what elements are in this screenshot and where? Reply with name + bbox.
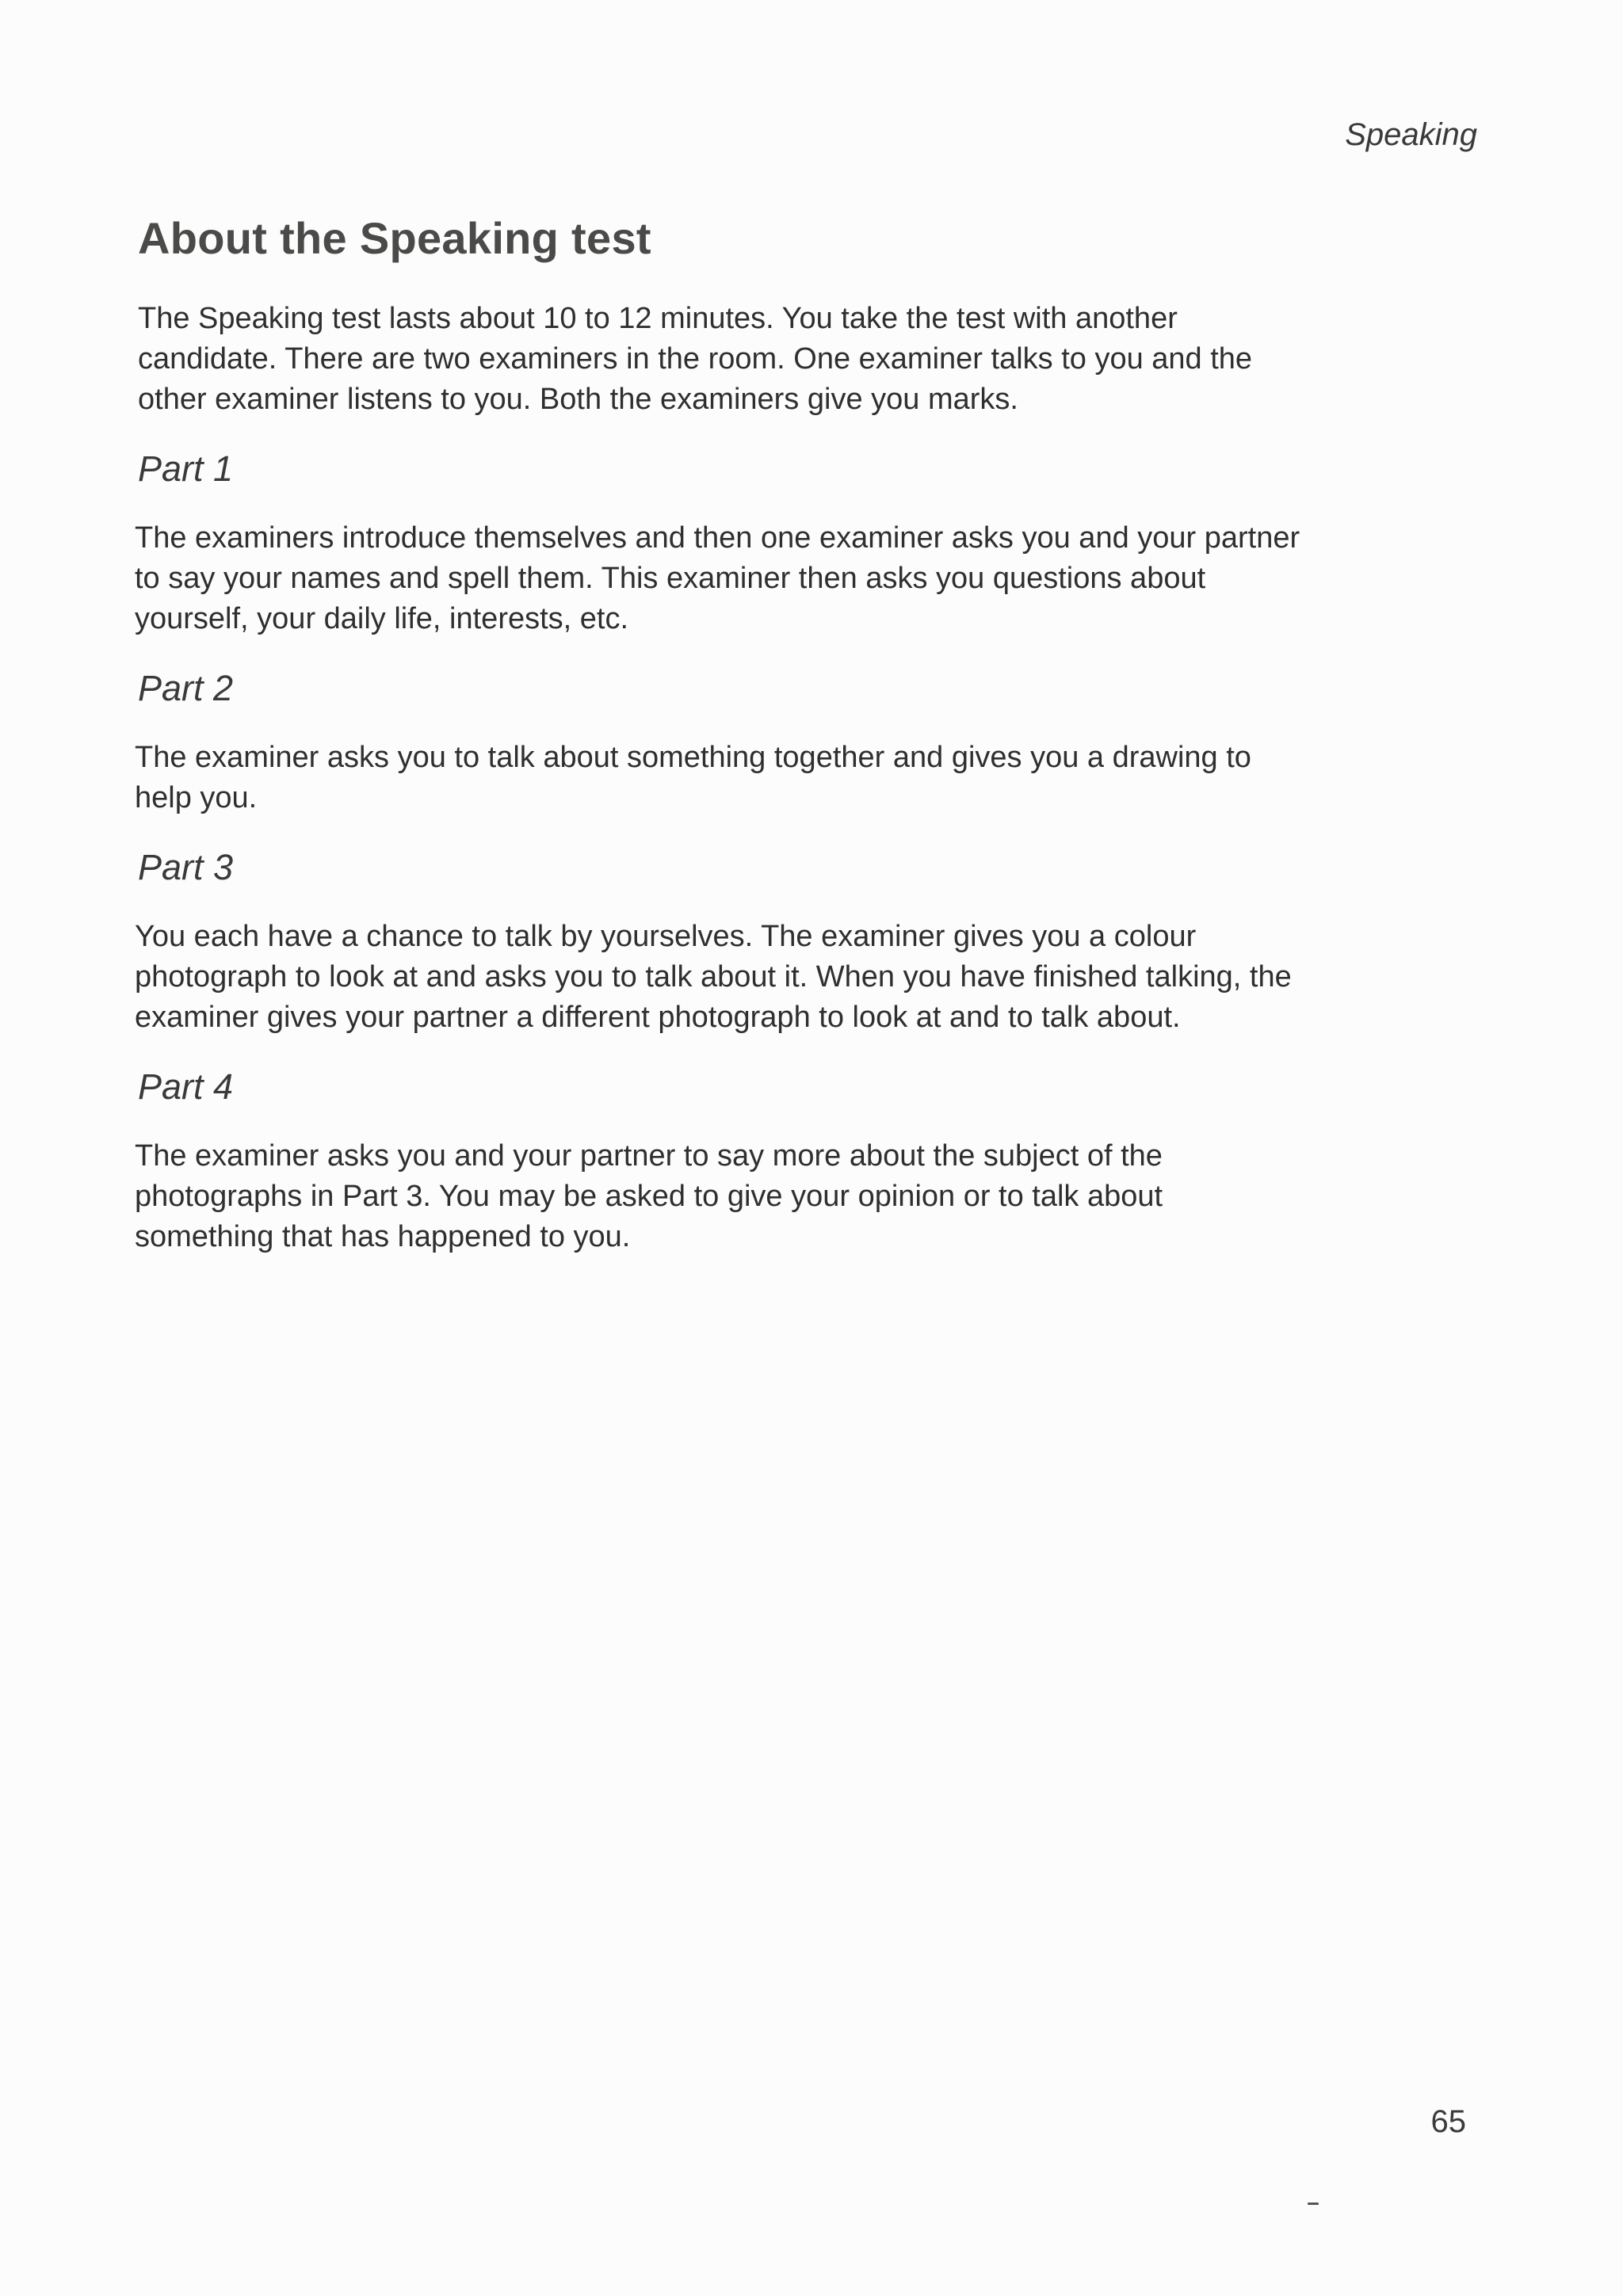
- section-body: The examiner asks you to talk about something together and gives you a drawing to help you.: [135, 741, 1251, 814]
- section-part-1: [135, 448, 1308, 639]
- section-part-2: [135, 668, 1308, 818]
- section-body: The examiner asks you and your partner to say more about the subject of the photographs in Part 3. You may be asked to give your opinion or to talk about something that has happened to you.: [135, 1139, 1163, 1253]
- intro-paragraph: The Speaking test lasts about 10 to 12 minutes. You take the test with another candidate. There are two examiners in the room. One examiner talks to you and the other examiner listens to you. Both the examiners give you marks.: [138, 302, 1253, 416]
- section-heading: Part 4: [138, 1066, 234, 1107]
- section-body: The examiners introduce themselves and then one examiner asks you and your partner to say your names and spell them. This examiner then asks you questions about yourself, your daily life, interests, etc.: [135, 521, 1300, 635]
- page-title: About the Speaking test: [138, 213, 651, 263]
- section-heading: Part 3: [138, 847, 234, 887]
- page-number: 65: [1430, 2104, 1466, 2139]
- main-content: [135, 212, 1308, 1286]
- section-body: You each have a chance to talk by yourselves. The examiner gives you a colour photograph to look at and asks you to talk about it. When you have finished talking, the examiner gives your partner a different photograph to look at and to talk about.: [135, 920, 1292, 1034]
- section-part-3: [135, 847, 1308, 1038]
- section-heading: Part 1: [138, 448, 234, 489]
- scan-mark: [1308, 2203, 1319, 2205]
- section-part-4: [135, 1066, 1308, 1257]
- running-head: Speaking: [1345, 117, 1477, 152]
- section-heading: Part 2: [138, 668, 234, 708]
